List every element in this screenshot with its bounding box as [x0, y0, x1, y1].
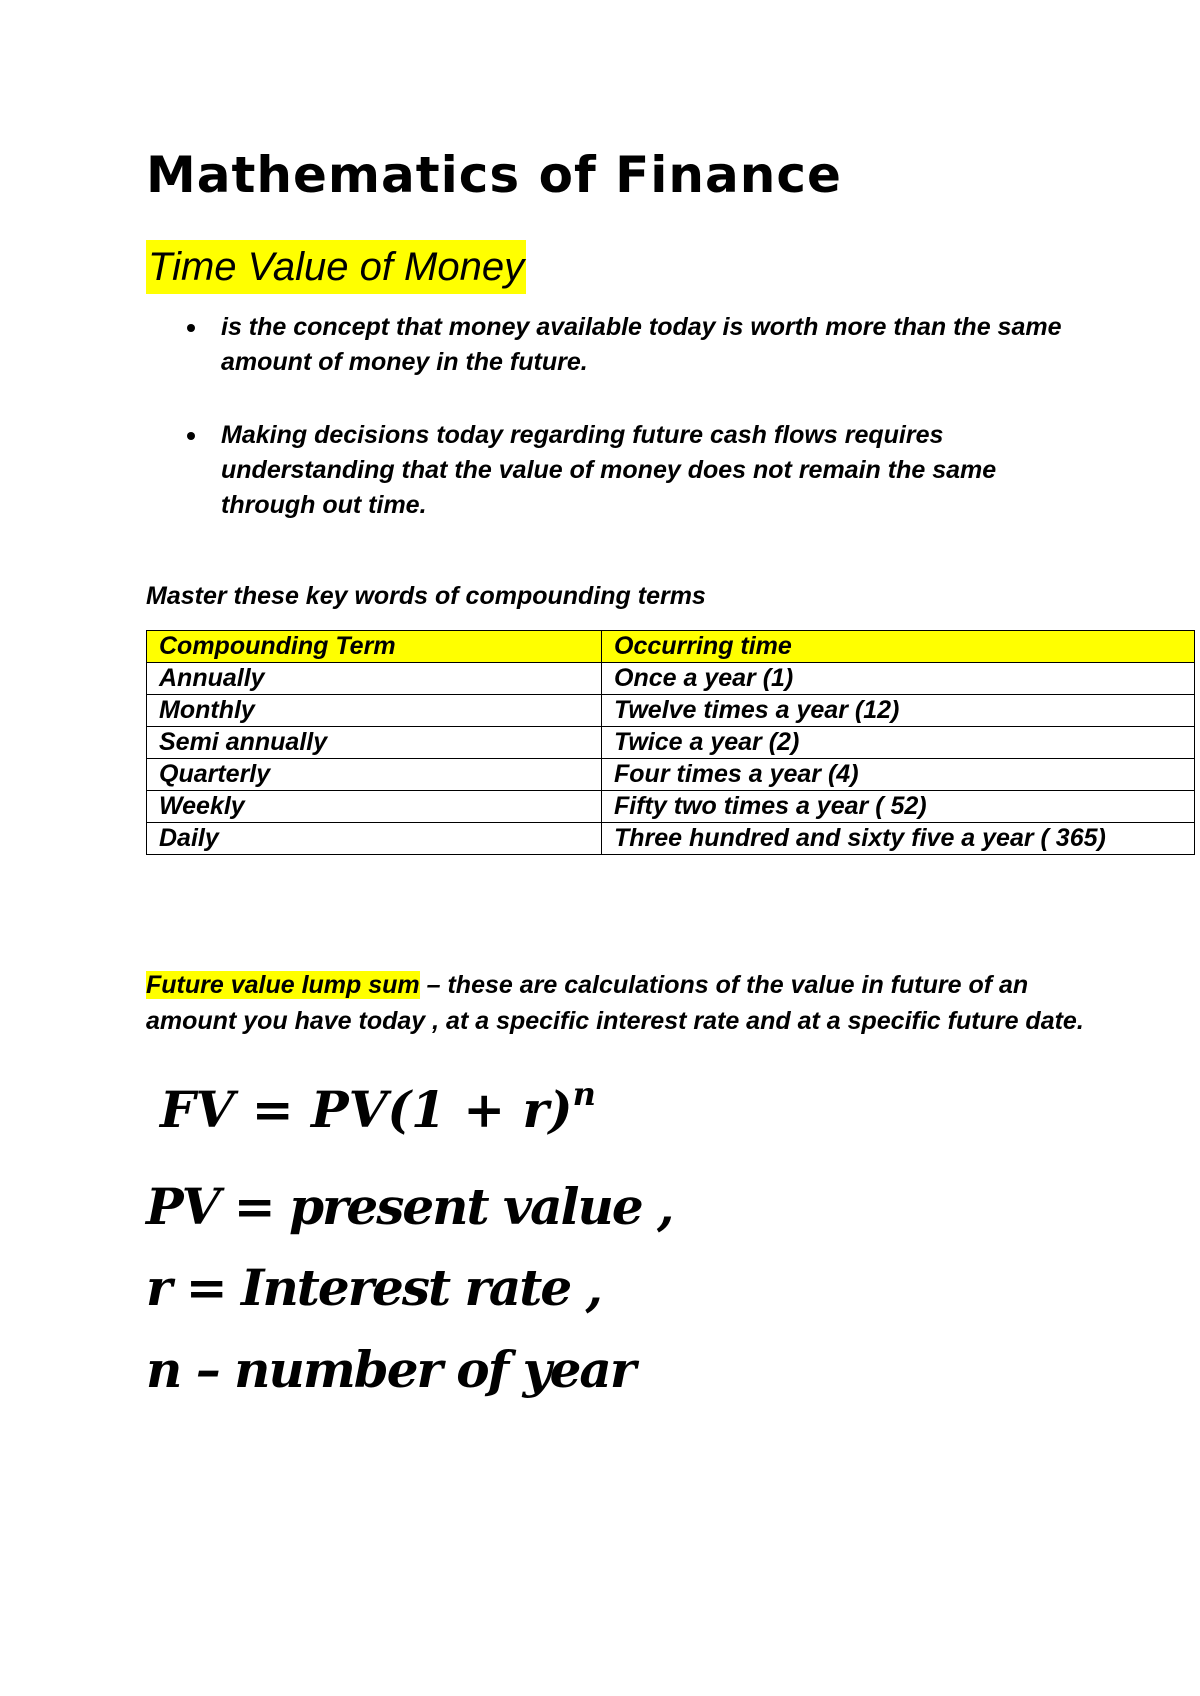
section-heading: Time Value of Money — [146, 240, 526, 294]
table-row — [147, 663, 1195, 695]
table-caption: Master these key words of compounding terms — [146, 582, 706, 610]
bullet-dot-icon — [187, 432, 195, 440]
table-cell: Weekly — [147, 791, 602, 823]
formula-exponent: n — [572, 1075, 596, 1113]
table-row — [147, 791, 1195, 823]
table-row — [147, 759, 1195, 791]
bullet-text: Making decisions today regarding future cash flows requires understanding that the value of money does not remain the same through out time. — [221, 421, 997, 519]
formula-base: FV = PV(1 + r) — [160, 1080, 573, 1139]
definition-number-of-years: n – number of year — [146, 1340, 635, 1399]
table-cell: Four times a year (4) — [602, 759, 1195, 791]
table-cell: Annually — [147, 663, 602, 695]
table-header-cell: Occurring time — [602, 631, 1195, 663]
table-cell: Daily — [147, 823, 602, 855]
bullet-item — [146, 418, 1076, 523]
table-header-cell: Compounding Term — [147, 631, 602, 663]
bullet-text: is the concept that money available today is worth more than the same amount of money in the future. — [221, 313, 1062, 376]
future-value-description: – these are calculations of the value in future of an amount you have today , at a specific interest rate and at a specific future date. — [146, 971, 1084, 1035]
table-cell: Quarterly — [147, 759, 602, 791]
compounding-terms-table — [146, 630, 1195, 855]
table-row — [147, 823, 1195, 855]
future-value-formula — [160, 1075, 596, 1139]
table-row — [147, 695, 1195, 727]
future-value-paragraph — [146, 967, 1086, 1039]
page-title: Mathematics of Finance — [146, 146, 842, 204]
table-cell: Semi annually — [147, 727, 602, 759]
table-cell: Twelve times a year (12) — [602, 695, 1195, 727]
table-cell: Monthly — [147, 695, 602, 727]
bullet-dot-icon — [187, 324, 195, 332]
table-cell: Twice a year (2) — [602, 727, 1195, 759]
definition-present-value: PV = present value , — [146, 1177, 673, 1236]
table-cell: Once a year (1) — [602, 663, 1195, 695]
table-cell: Three hundred and sixty five a year ( 365) — [602, 823, 1195, 855]
definition-interest-rate: r = Interest rate , — [146, 1258, 601, 1317]
table-row — [147, 727, 1195, 759]
bullet-item — [146, 310, 1076, 380]
bullet-list — [146, 310, 1076, 561]
future-value-term: Future value lump sum — [146, 971, 420, 999]
table-cell: Fifty two times a year ( 52) — [602, 791, 1195, 823]
table-header-row — [147, 631, 1195, 663]
